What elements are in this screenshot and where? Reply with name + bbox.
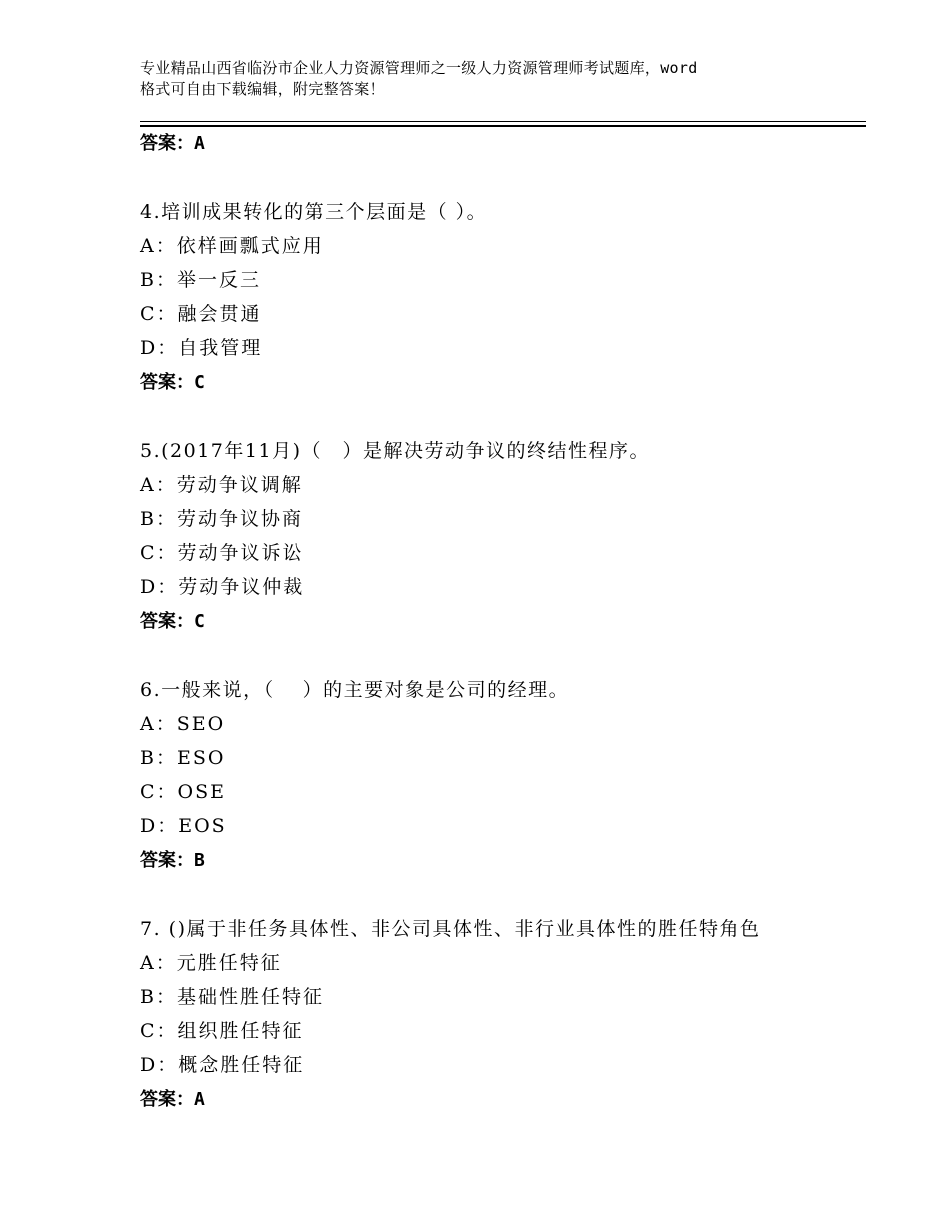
question-4-option-a: A：依样画瓢式应用 bbox=[140, 235, 324, 257]
question-7-option-d: D：概念胜任特征 bbox=[140, 1054, 305, 1076]
question-5-text: 5.(2017年11月)（ ）是解决劳动争议的终结性程序。 bbox=[140, 440, 650, 462]
document-header bbox=[140, 58, 840, 100]
question-7-text: 7. ()属于非任务具体性、非公司具体性、非行业具体性的胜任特角色 bbox=[140, 918, 761, 940]
question-5-option-b: B：劳动争议协商 bbox=[140, 508, 303, 530]
header-line-2: 格式可自由下载编辑，附完整答案！ bbox=[140, 80, 385, 98]
question-6-option-b: B：ESO bbox=[140, 747, 226, 769]
question-6-option-a: A：SEO bbox=[140, 713, 226, 735]
question-7-option-a: A：元胜任特征 bbox=[140, 952, 282, 974]
question-5-answer: 答案：C bbox=[140, 611, 205, 632]
previous-answer: 答案：A bbox=[140, 133, 205, 154]
question-7-option-b: B：基础性胜任特征 bbox=[140, 986, 324, 1008]
question-4-option-c: C：融会贯通 bbox=[140, 303, 262, 325]
question-4-text: 4.培训成果转化的第三个层面是（ ）。 bbox=[140, 201, 488, 223]
question-4-answer: 答案：C bbox=[140, 372, 205, 393]
question-6-option-d: D：EOS bbox=[140, 815, 227, 837]
question-4-option-b: B：举一反三 bbox=[140, 269, 261, 291]
header-rule-thick bbox=[140, 125, 866, 127]
header-line-1: 专业精品山西省临汾市企业人力资源管理师之一级人力资源管理师考试题库，word bbox=[140, 59, 698, 77]
question-6-text: 6.一般来说，（ ）的主要对象是公司的经理。 bbox=[140, 679, 570, 701]
question-5-option-a: A：劳动争议调解 bbox=[140, 474, 303, 496]
question-6-option-c: C：OSE bbox=[140, 781, 227, 803]
question-6-answer: 答案：B bbox=[140, 850, 205, 871]
question-7-option-c: C：组织胜任特征 bbox=[140, 1020, 304, 1042]
question-5-option-d: D：劳动争议仲裁 bbox=[140, 576, 305, 598]
question-7-answer: 答案：A bbox=[140, 1089, 205, 1110]
header-rule-thin bbox=[140, 121, 866, 122]
question-4-option-d: D：自我管理 bbox=[140, 337, 263, 359]
question-5-option-c: C：劳动争议诉讼 bbox=[140, 542, 304, 564]
